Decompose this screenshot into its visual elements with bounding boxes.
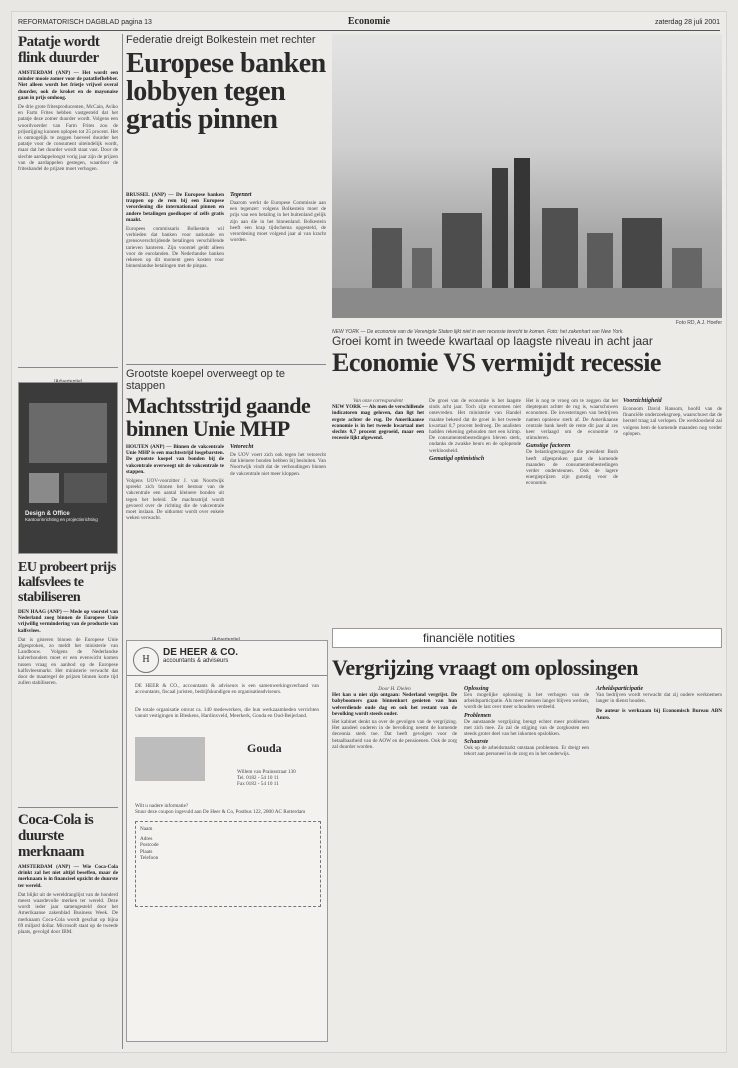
photo-credit: Foto RD, A.J. Hoefer <box>675 320 722 326</box>
section-title: Economie <box>347 16 391 27</box>
article-recessie-col1 <box>332 398 424 623</box>
advert-label <box>18 370 118 380</box>
article-mhp-body2: De UOV voert zich ook tegen het vetorecht dat kleinere bonden hebben bij besluiten. Van Noortwijk vindt dat de verhoudingen binnen de vakcentrale niet meer kloppen. <box>230 452 326 477</box>
de-heer-office: Gouda <box>247 741 282 755</box>
design-office-ad[interactable] <box>18 382 118 554</box>
article-cocacola-body: Dat blijkt uit de wereldranglijst van de honderd meest waardevolle merken ter wereld. Deze wordt ieder jaar samengesteld door het Amerikaanse zakenblad Business Week. De merknaam Coca-Cola wordt geschat op bijna 69 miljard dollar. Microsoft staat op de tweede plaats, gevolgd door IBM. <box>18 891 118 936</box>
divider <box>126 364 326 365</box>
notities-subhead4: Arbeidsparticipatie <box>596 686 643 692</box>
de-heer-logo-icon: H <box>133 647 159 673</box>
notities-footer: De auteur is werkzaam bij Economisch Bureau ABN Amro. <box>596 708 722 721</box>
notities-col3 <box>596 686 722 1046</box>
ad-subtext: Kantoorinrichting en projectinrichting <box>25 517 98 522</box>
article-recessie-body4: Econoom David Ransom, hoofd van de financiële onderzoeksgroep, waarschuwt dat de herstel traag zal verlopen. De werkloosheid zal volgens hem de komende maanden nog verder oplopen. <box>623 406 722 437</box>
de-heer-contact <box>237 769 323 788</box>
de-heer-brand <box>163 647 313 667</box>
article-banken-subhead: Tegenzet <box>230 192 252 198</box>
river <box>332 288 722 318</box>
ad-company-name: Design & Office <box>25 511 70 517</box>
article-banken-kicker: Federatie dreigt Bolkestein met rechter <box>126 34 316 46</box>
article-banken-col1 <box>126 192 224 362</box>
article-mhp-kicker: Grootste koepel overweegt op te stappen <box>126 368 285 392</box>
de-heer-name: DE HEER & CO. <box>163 647 239 658</box>
de-heer-ad[interactable] <box>126 640 328 1042</box>
office-photo <box>135 737 205 781</box>
article-banken-lead: BRUSSEL (ANP) — De Europese banken trappen op de rem bij een Europese verordening die internationaal pinnen en andere betalingen goedkoper of zelfs gratis maakt. <box>126 192 224 223</box>
notities-body4: Ook op de arbeidsmarkt ontstaan problemen. Er dreigt een tekort aan personeel in de zorg en in het onderwijs. <box>464 745 589 758</box>
article-mhp-subhead: Vetorecht <box>230 444 254 450</box>
article-kalfsvlees <box>18 560 118 810</box>
article-cocacola <box>18 812 118 1047</box>
notities-subhead1: Oplossing <box>464 686 489 692</box>
de-heer-cta2: Stuur deze coupon ingevuld aan De Heer & Co, Postbus 122, 2800 AC Rotterdam <box>135 809 306 816</box>
article-recessie-col4 <box>623 398 722 623</box>
article-cocacola-lead: AMSTERDAM (ANP) — Wie Coca-Cola drinkt zal het niet altijd beseffen, maar de merknaam is in financieel opzicht de duurste ter wereld. <box>18 864 118 889</box>
photo-caption: NEW YORK — De economie van de Verenigde Staten lijkt niet in een recessie terecht te komen. Foto: het zakenhart van New York. <box>332 329 624 335</box>
coupon-field-4[interactable]: Telefoon <box>140 854 159 861</box>
de-heer-locations: De totale organisatie omvat ca. 140 medewerkers, die hun werkzaamheden verrichten vanuit vestigingen in Bleskens, Hardinxveld, Meerkerk, Gouda en Oud-Beijerland. <box>135 707 319 720</box>
desk-photo <box>64 473 107 503</box>
notities-col1 <box>332 686 457 1046</box>
coupon-field-0[interactable]: Naam <box>140 826 153 832</box>
ad-text <box>25 511 111 551</box>
article-recessie-subhead3: Voorzichtigheid <box>623 398 662 404</box>
page-header <box>18 16 720 31</box>
de-heer-address: Willem van Prainsstraat 130 <box>237 769 296 775</box>
notities-subhead2: Problemen <box>464 712 491 719</box>
article-patat-lead: AMSTERDAM (ANP) — Het wordt een minder mooie zomer voor de patatliefhebber. Niet alleen wordt het frietje vrijwel overal duurder, ook de kroket en de mayonaise gaan in prijs omhoog. <box>18 70 118 101</box>
de-heer-cta: Wilt u nadere informatie? <box>135 803 189 809</box>
notities-lead: Het kan u niet zijn ontgaan: Nederland vergrijst. De babyboomers gaan binnenkort genieten van hun welverdiende oude dag en ook het restant van de bevolking wordt steeds ouder. <box>332 692 457 717</box>
article-kalfsvlees-body: Dat is gisteren binnen de Europese Unie afgesproken, zo meldt het ministerie van Landbouw. Volgens de Nederlandse kalverhouders moet er een evenwicht komen tussen vraag en aanbod op de Europese kalfsvleesmarkt. Het ministerie verwacht dat door de maatregel de prijzen binnen korte tijd zullen stabiliseren. <box>18 636 118 687</box>
article-recessie-lead: NEW YORK — Als men de verschillende indicatoren mag geloven, dan ligt het ergste achter de rug. De Amerikaanse economie is in het tweede kwartaal met slechts 0,7 procent gegroeid, maar een recessie lijkt afgewend. <box>332 404 424 442</box>
notities-body1: Het kabinet denkt na over de gevolgen van de vergrijzing. Het aandeel ouderen in de bevolking neemt de komende decennia sterk toe. Dat heeft gevolgen voor de betaalbaarheid van de AOW en de pensioenen. Ook de zorg zal duurder worden. <box>332 719 457 750</box>
article-recessie-subhead1: Gematigd optimistisch <box>429 455 485 462</box>
divider <box>127 675 327 676</box>
de-heer-tagline: accountants & adviseurs <box>163 658 229 664</box>
divider <box>18 807 118 808</box>
article-patat-body: De drie grote fritesproducenten, McCain, Aviko en Farm Frites hebben vastgesteld dat het patatje deze zomer duurder wordt. Volgens een woordvoerder van Farm Frites zou de prijsstijging kunnen oplopen tot 25 procent. Het is onmogelijk te zeggen hoeveel duurder het patatje voor de consument uiteindelijk wordt, maar dat het duurder wordt staat vast. Door de slechte aardappeloogst vorig jaar zijn de prijzen van de aardappelen gestegen, waardoor de friteshandel de prijzen moet verhogen. <box>18 104 118 173</box>
notities-body2: Een mogelijke oplossing is het verhogen van de arbeidsparticipatie. Als meer mensen langer blijven werken, wordt de last over meer schouders verdeeld. <box>464 692 589 711</box>
article-recessie-col3 <box>526 398 618 623</box>
chair-photo <box>29 403 107 463</box>
financiele-notities <box>332 628 722 1048</box>
notities-subhead3: Schaarste <box>464 739 489 746</box>
photo-caption-row <box>332 320 722 335</box>
article-recessie-body1: De groei van de economie is het laagste sinds acht jaar. Toch zijn economen niet ontevreden. Het ministerie van Handel maakte bekend dat de groei in het tweede kwartaal 0,7 procent bedroeg. De analisten hadden rekening gehouden met een krimp. De consumentenbestedingen bleven sterk, ondanks de zwakke beurs en de oplopende werkloosheid. <box>429 398 521 454</box>
issue-date: zaterdag 28 juli 2001 <box>655 19 720 26</box>
divider <box>18 367 118 368</box>
advert-label-2 <box>126 628 326 638</box>
article-banken-col2 <box>230 192 326 362</box>
article-mhp-body: Volgens UOV-voorzitter J. van Noortwijk spreekt zich binnen het bestuur van de vakcentrale een aantal kleinere bonden uit tegen het beleid. De machtsstrijd wordt gevoerd over de richting die de vakcentrale moet inslaan. De uitkomst wordt over enkele weken verwacht. <box>126 478 224 522</box>
article-kalfsvlees-lead: DEN HAAG (ANP) — Mede op voorstel van Nederland zoeg binnen de Europese Unie vrijwillig vermindering van de productie van kalfsvlees. <box>18 609 118 634</box>
de-heer-intro: DE HEER & CO., accountants & adviseurs is een samenwerkingsverband van accountants, fiscaal juristen, bedrijfskundigen en organisatieadviseurs. <box>135 683 319 696</box>
paper-name: REFORMATORISCH DAGBLAD pagina 13 <box>18 19 152 26</box>
furniture-photo <box>29 473 59 503</box>
notities-title: Vergrijzing vraagt om oplossingen <box>332 655 638 680</box>
article-recessie-subhead2: Gunstige factoren <box>526 443 571 450</box>
article-mhp-col1 <box>126 444 224 624</box>
article-mhp-title: Machtsstrijd gaande binnen Unie MHP <box>126 393 311 441</box>
coupon-field-1[interactable]: Adres <box>140 836 153 843</box>
column-divider <box>122 34 123 1049</box>
article-mhp-col2 <box>230 444 326 624</box>
new-york-photo <box>332 34 722 318</box>
article-banken-body2: Daarom werkt de Europese Commissie aan een tegenzet: volgens Bolkestein moet de prijs van een betaling in het buitenland gelijk zijn aan die in het binnenland. Bolkestein heeft een krap tijdschema opgesteld, de verordening moet volgend jaar al van kracht worden. <box>230 200 326 244</box>
coupon-field-3[interactable]: Plaats <box>140 848 153 855</box>
article-recessie <box>332 334 722 394</box>
article-recessie-col2 <box>429 398 521 623</box>
notities-byline: Door H. Dielen <box>378 686 411 692</box>
article-recessie-title: Economie VS vermijdt recessie <box>332 348 661 377</box>
article-recessie-byline: Van onze correspondent <box>353 398 403 404</box>
de-heer-cta-block <box>135 803 319 815</box>
notities-col2 <box>464 686 589 1046</box>
article-recessie-kicker: Groei komt in tweede kwartaal op laagste niveau in acht jaar <box>332 334 653 348</box>
newspaper-page <box>12 12 726 1052</box>
article-banken-title: Europese banken lobbyen tegen gratis pinnen <box>126 48 326 135</box>
financiele-notities-label: financiële notities <box>423 631 516 645</box>
coupon-form <box>135 821 321 907</box>
article-mhp-lead: HOUTEN (ANP) — Binnen de vakcentrale Unie MHP is een machtsstrijd losgebarsten. De grootste koepel van bonden bij de vakcentrale overweegt uit de vakcentrale te stappen. <box>126 444 224 475</box>
article-recessie-body3: De belastingteruggave die president Bush heeft afgesproken gaat de komende maanden de consumentenbestedingen verder ondersteunen. Ook de lagere energieprijzen zijn gunstig voor de economie. <box>526 449 618 487</box>
article-banken-body1: Europees commissaris Bolkestein wil verbieden dat banken voor nationale en grensoverschrijdende betalingen verschillende tarieven hanteren. Zijn voorstel geldt alleen voor de eurolanden. De Nederlandse banken rekenen op dit moment geen kosten voor binnenlandse betalingen met de pinpas. <box>126 226 224 270</box>
article-patat <box>18 34 118 364</box>
article-cocacola-title: Coca-Cola is duurste merknaam <box>18 812 94 860</box>
article-patat-title: Patatje wordt flink duurder <box>18 34 100 66</box>
coupon-field-2[interactable]: Postcode <box>140 842 159 849</box>
article-kalfsvlees-title: EU probeert prijs kalfsvlees te stabiliseren <box>18 560 116 605</box>
notities-body5: Van bedrijven wordt verwacht dat zij oudere werknemers langer in dienst houden. <box>596 692 722 705</box>
financiele-notities-bar <box>332 628 722 648</box>
de-heer-phone: Tel. 0182 - 54 10 11 <box>237 775 279 782</box>
de-heer-fax: Fax 0182 - 54 10 11 <box>237 781 279 788</box>
notities-body3: De aanstaande vergrijzing brengt echter meer problemen met zich mee. Zo zal de stijging van de zorgkosten een steeds groter deel van het inkomen opslokken. <box>464 718 589 738</box>
article-recessie-body2: Het is nog te vroeg om te zeggen dat het dieptepunt achter de rug is, waarschuwen economen. De investeringen van bedrijven namen opnieuw sterk af. De Amerikaanse centrale bank heeft de rente dit jaar al zes keer verlaagd om de economie te stimuleren. <box>526 398 618 442</box>
